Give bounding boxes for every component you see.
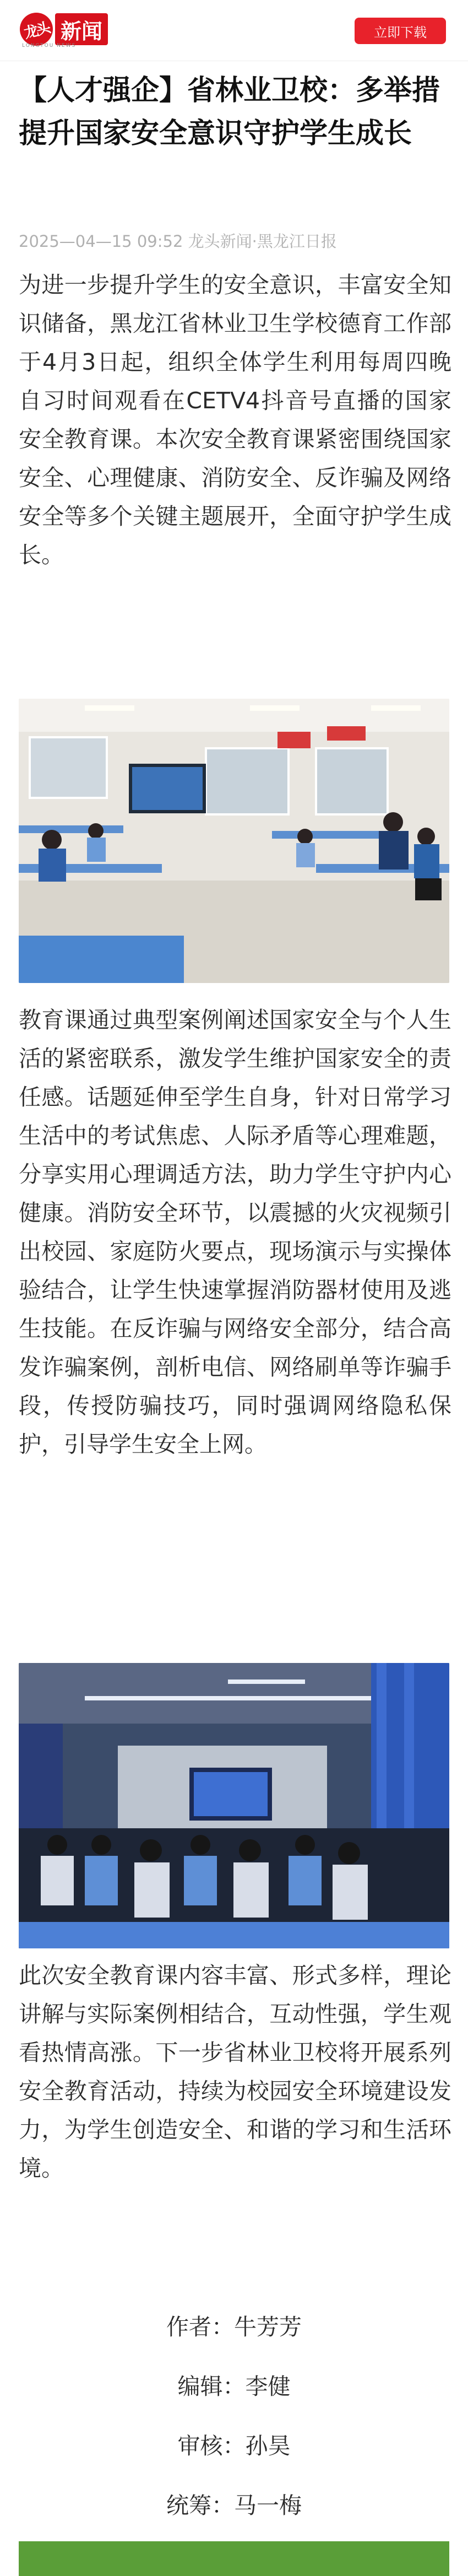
article-paragraph-3: 此次安全教育课内容丰富、形式多样，理论讲解与实际案例相结合，互动性强，学生观看热情高涨。下一步省林业卫校将开展系列安全教育活动，持续为校园安全环境建设发力，为学生创造安全、和谐的学习和生活环境。 [19, 1962, 451, 2181]
credit-author: 作者：牛芳芳 [166, 2314, 302, 2340]
article-paragraph-2: 教育课通过典型案例阐述国家安全与个人生活的紧密联系，激发学生维护国家安全的责任感。话题延伸至学生自身，针对日常学习生活中的考试焦虑、人际矛盾等心理难题，分享实用心理调适方法，助力学生守护内心健康。消防安全环节，以震撼的火灾视频引出校园、家庭防火要点，现场演示与实操体验结合，让学生快速掌握消防器材使用及逃生技能。在反诈骗与网络安全部分，结合高发诈骗案例，剖析电信、网络刷单等诈骗手段，传授防骗技巧，同时强调网络隐私保护，引导学生安全上网。 [19, 1007, 451, 1457]
download-app-button[interactable]: 立即下载 [355, 18, 446, 44]
classroom-photo-2-image [19, 1663, 449, 1948]
logo-badge-text: 龙头 [22, 19, 51, 42]
credit-editor: 编辑：李健 [177, 2373, 291, 2400]
top-bar [0, 0, 468, 61]
logo-subtitle: LONGTOU NEWS [22, 43, 77, 48]
credit-reviewer: 审核：孙昊 [177, 2433, 291, 2459]
article-meta: 2025—04—15 09:52 龙头新闻·黑龙江日报 [19, 232, 337, 251]
logo-badge [20, 13, 53, 46]
bottom-banner[interactable] [19, 2541, 449, 2576]
classroom-photo-2 [19, 1663, 449, 1948]
classroom-photo-1-image [19, 699, 449, 983]
article-paragraph-1: 为进一步提升学生的安全意识，丰富安全知识储备，黑龙江省林业卫生学校德育工作部于4月3日起，组织全体学生利用每周四晚自习时间观看在CETV4抖音号直播的国家安全教育课。本次安全教育课紧密围绕国家安全、心理健康、消防安全、反诈骗及网络安全等多个关键主题展开，全面守护学生成长。 [19, 272, 451, 568]
logo-word: 新闻 [55, 13, 108, 45]
classroom-photo-1 [19, 699, 449, 983]
credit-coordinator: 统筹：马一梅 [166, 2492, 302, 2519]
article-title: 【人才强企】省林业卫校：多举措提升国家安全意识守护学生成长 [19, 74, 440, 150]
